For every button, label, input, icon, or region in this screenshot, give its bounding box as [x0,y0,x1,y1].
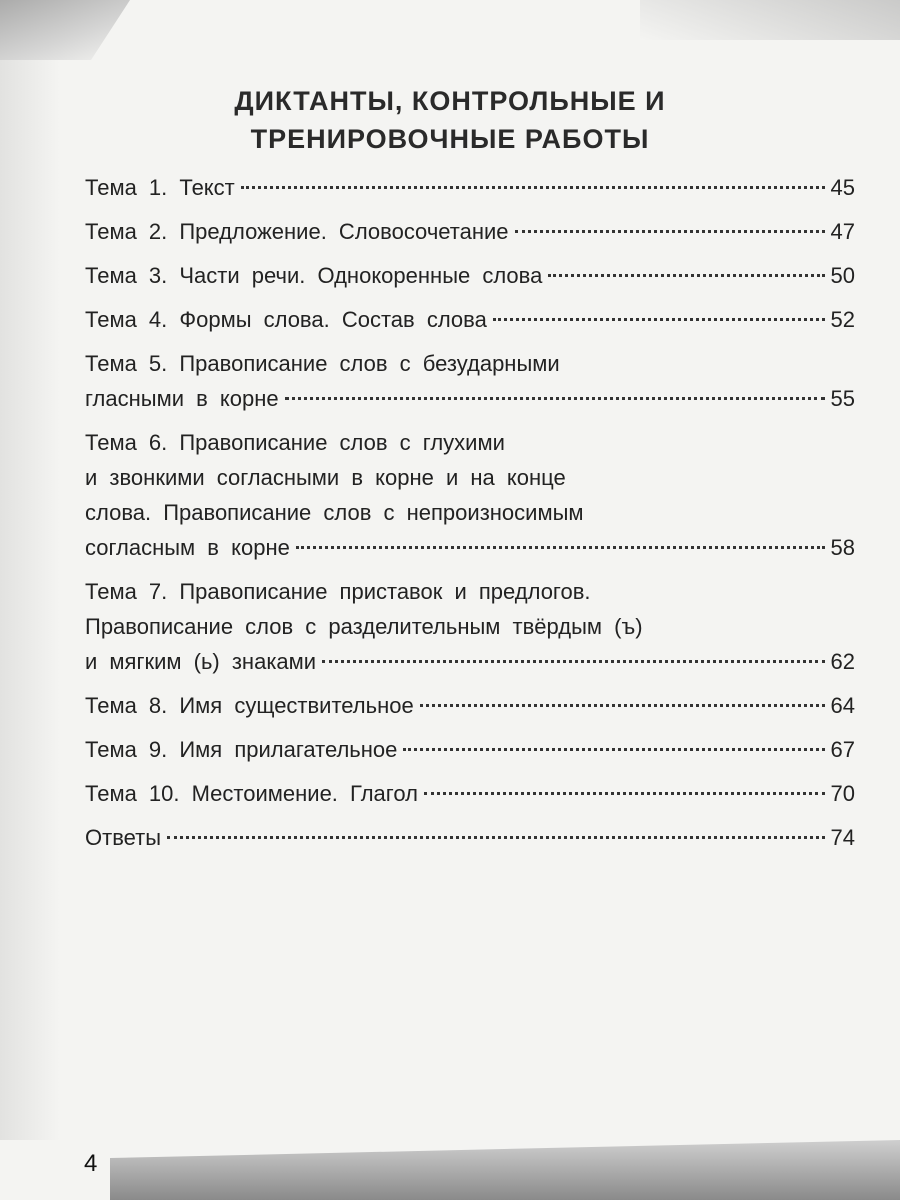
toc-entry-last-line [85,170,855,205]
toc-entry-title: Тема 10. Местоимение. Глагол [85,781,418,806]
toc-entry-title: согласным в корне [85,535,290,560]
toc-entry-last-line [85,688,855,723]
toc-entry-page: 45 [830,175,855,200]
toc-entry-page: 55 [830,386,855,411]
toc-entry-line: Правописание слов с разделительным твёрдым (ъ) [85,614,643,639]
dot-leader [424,792,825,795]
dot-leader [296,546,825,549]
page-gutter-shadow [0,60,60,1140]
toc-entry-title: Тема 1. Текст [85,175,235,200]
toc-entry-page: 58 [830,535,855,560]
toc-entry-last-line [85,820,855,855]
toc-entry-last-line [85,302,855,337]
toc-entry-title: Тема 3. Части речи. Однокоренные слова [85,263,543,288]
toc-entry [85,776,855,811]
toc-entry-line: Тема 5. Правописание слов с безударными [85,351,560,376]
toc-entry [85,302,855,337]
toc-entry-page: 74 [830,825,855,850]
toc-entry-line: слова. Правописание слов с непроизносимым [85,500,584,525]
toc-entry [85,170,855,205]
dot-leader [548,274,824,277]
toc-entry [85,258,855,293]
dot-leader [322,660,824,663]
toc-entry-page: 67 [830,737,855,762]
toc-entry [85,425,855,565]
toc-entry [85,820,855,855]
toc-entry [85,732,855,767]
toc-entry [85,688,855,723]
title-line-2: ТРЕНИРОВОЧНЫЕ РАБОТЫ [250,124,650,154]
toc-entry-title: Тема 2. Предложение. Словосочетание [85,219,509,244]
toc-entry-title: и мягким (ь) знаками [85,649,317,674]
toc-entry-line: Тема 7. Правописание приставок и предлогов. [85,579,591,604]
toc-entry-page: 52 [830,307,855,332]
toc-entry-last-line [85,644,855,679]
toc-entry [85,574,855,679]
table-of-contents [85,170,855,864]
toc-entry-last-line [85,381,855,416]
toc-entry-line: Тема 6. Правописание слов с глухими [85,430,505,455]
toc-entry-title: Ответы [85,825,162,850]
dot-leader [241,186,825,189]
toc-entry-line: и звонкими согласными в корне и на конце [85,465,566,490]
toc-entry-last-line [85,530,855,565]
toc-entry-page: 62 [830,649,855,674]
toc-entry-last-line [85,258,855,293]
page-edge-shadow [640,0,900,40]
toc-entry-title: Тема 8. Имя существительное [85,693,414,718]
toc-entry-title: Тема 9. Имя прилагательное [85,737,398,762]
toc-entry-title: Тема 4. Формы слова. Состав слова [85,307,487,332]
dot-leader [493,318,825,321]
toc-entry-last-line [85,214,855,249]
toc-entry-page: 70 [830,781,855,806]
dot-leader [285,397,825,400]
title-line-1: ДИКТАНТЫ, КОНТРОЛЬНЫЕ И [234,86,666,116]
page-corner-shadow [0,0,130,60]
toc-entry-page: 50 [830,263,855,288]
toc-entry-title: гласными в корне [85,386,279,411]
dot-leader [515,230,825,233]
page-bottom-shadow [110,1140,900,1200]
page-title [0,82,900,158]
toc-entry-page: 47 [830,219,855,244]
dot-leader [167,836,824,839]
page-number: 4 [84,1150,98,1177]
toc-entry [85,214,855,249]
toc-entry-last-line [85,732,855,767]
toc-entry-page: 64 [830,693,855,718]
toc-entry [85,346,855,416]
dot-leader [403,748,824,751]
dot-leader [420,704,825,707]
toc-entry-last-line [85,776,855,811]
